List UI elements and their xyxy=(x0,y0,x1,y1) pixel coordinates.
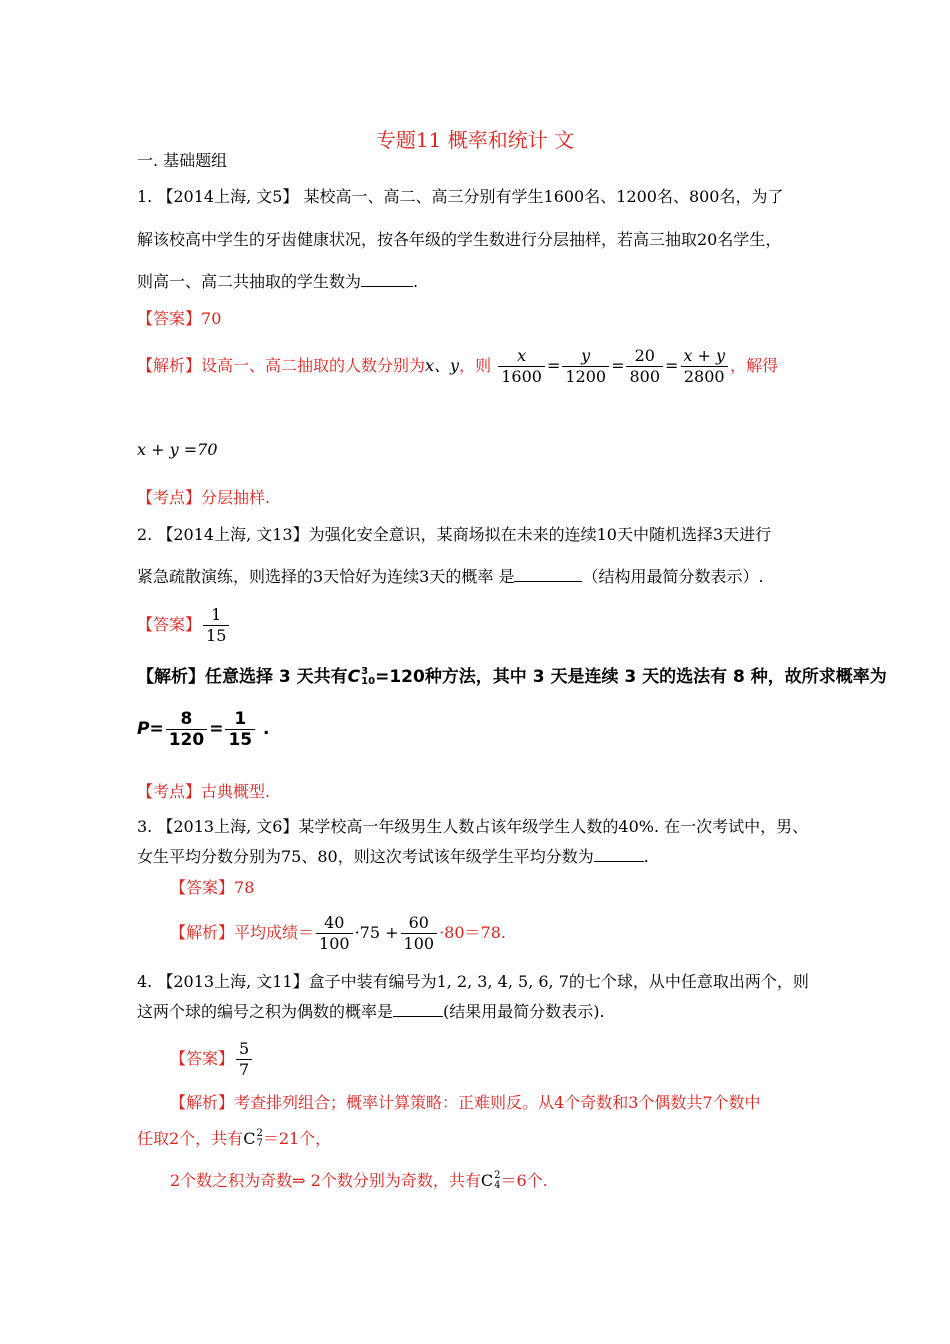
answer-blank xyxy=(361,272,413,287)
eq-text: =120 xyxy=(375,667,425,687)
point-label: 【考点】 xyxy=(137,782,202,801)
analysis-label: 【解析】 xyxy=(137,667,205,687)
analysis-text-2: 种方法，其中 3 天是连续 3 天的选法有 8 种，故所求概率为 xyxy=(424,667,887,687)
q4-analysis-line3 xyxy=(170,1170,548,1192)
q2-line2-end: （结构用最简分数表示）. xyxy=(582,567,764,586)
analysis-text-4: 2个数之积为奇数⇒ 2个数分别为奇数，共有 xyxy=(170,1171,481,1190)
analysis-label: 【解析】 xyxy=(170,1093,235,1112)
q4-analysis-line2 xyxy=(137,1128,331,1150)
q4-line1: 4. 【2013上海, 文11】盒子中装有编号为1, 2, 3, 4, 5, 6, 7的七个球，从中任意取出两个，则 xyxy=(137,972,809,991)
analysis-text: 任意选择 3 天共有 xyxy=(205,667,348,687)
q2-point xyxy=(137,781,270,803)
analysis-text-2: 任取2个，共有 xyxy=(137,1129,244,1148)
solve-text: ，解得 xyxy=(730,356,779,375)
point-label: 【考点】 xyxy=(137,488,202,507)
analysis-text-5: ＝6个. xyxy=(500,1171,548,1190)
answer-label: 【答案】 xyxy=(170,878,235,897)
fraction: $\frac{y}{1200}$ xyxy=(562,346,609,387)
q4-line2 xyxy=(137,1001,605,1023)
p-symbol: P xyxy=(137,719,150,739)
answer-value: 78 xyxy=(234,878,255,897)
q3-line1: 3. 【2013上海, 文6】某学校高一年级男生人数占该年级学生人数的40%. 在一次考试中，男、 xyxy=(137,817,809,836)
vars: x、y xyxy=(425,356,460,375)
q1-point xyxy=(137,487,270,509)
answer-label: 【答案】 xyxy=(137,309,202,328)
q2-probability: P= $\frac{8}{120}$ = $\frac{1}{15}$ . xyxy=(137,708,270,750)
answer-fraction: $\frac{1}{15}$ xyxy=(203,605,229,646)
page-title: 专题11 概率和统计 文 xyxy=(375,128,575,152)
q3-line2-end: . xyxy=(643,847,649,866)
fraction: $\frac{60}{100}$ xyxy=(401,913,438,954)
fraction: $\frac{20}{800}$ xyxy=(626,346,663,387)
q1-line3-text: 则高一、高二共抽取的学生数为 xyxy=(137,272,362,291)
answer-value: 70 xyxy=(201,309,222,328)
q2-line2 xyxy=(137,566,764,588)
q3-line2-text: 女生平均分数分别为75、80，则这次考试该年级学生平均分数为 xyxy=(137,847,594,866)
q3-line2 xyxy=(137,846,649,868)
q1-line3 xyxy=(137,271,418,293)
section-heading: 一. 基础题组 xyxy=(137,151,228,170)
q1-line2: 解该校高中学生的牙齿健康状况，按各年级的学生数进行分层抽样，若高三抽取20名学生， xyxy=(137,230,782,249)
point-text: 古典概型. xyxy=(201,782,271,801)
q3-analysis: 【解析】平均成绩＝ $\frac{40}{100}$ ·75 + $\frac{60}{100}$ ·80＝78. xyxy=(170,913,506,953)
analysis-text: 设高一、高二抽取的人数分别为 xyxy=(201,356,426,375)
q1-line3-end: . xyxy=(413,272,419,291)
combination: C 2 4 xyxy=(480,1170,501,1191)
q2-analysis xyxy=(137,666,887,688)
answer-blank xyxy=(393,1002,443,1017)
answer-label: 【答案】 xyxy=(137,615,202,634)
q4-line2-text: 这两个球的编号之积为偶数的概率是 xyxy=(137,1002,394,1021)
q1-answer xyxy=(137,308,221,330)
analysis-label: 【解析】 xyxy=(137,356,202,375)
fraction: $\frac{x + y}{2800}$ xyxy=(680,346,728,387)
q3-answer xyxy=(170,877,254,899)
q2-answer xyxy=(137,602,231,648)
answer-blank xyxy=(594,847,644,862)
q2-line1: 2. 【2014上海, 文13】为强化安全意识，某商场拟在未来的连续10天中随机选择3天进行 xyxy=(137,525,772,544)
q1-line1: 1. 【2014上海, 文5】 某校高一、高二、高三分别有学生1600名、1200名、800名，为了 xyxy=(137,187,784,206)
q1-result: x + y =70 xyxy=(137,440,218,459)
q4-analysis xyxy=(170,1092,761,1114)
analysis-label: 【解析】 xyxy=(170,923,235,942)
point-text: 分层抽样. xyxy=(201,488,271,507)
then-text: ，则 xyxy=(459,356,492,375)
q1-analysis: 【解析】设高一、高二抽取的人数分别为x、y，则 $\frac{x}{1600}$ = $\frac{y}{1200}$ = $\frac{20}{800}$ = $\frac{x + y}{2800}$ ，解得 xyxy=(137,346,779,386)
q4-line2-end: (结果用最简分数表示). xyxy=(443,1002,605,1021)
analysis-text-3: ＝21个， xyxy=(262,1129,332,1148)
answer-label: 【答案】 xyxy=(170,1049,235,1068)
analysis-result: ·80＝78. xyxy=(439,923,506,942)
combination: C 3 10 xyxy=(347,666,376,687)
combination: C 2 7 xyxy=(243,1128,263,1149)
answer-fraction: $\frac{5}{7}$ xyxy=(236,1039,252,1080)
fraction: $\frac{1}{15}$ xyxy=(225,709,255,750)
fraction: $\frac{40}{100}$ xyxy=(316,913,353,954)
analysis-text: 平均成绩＝ xyxy=(234,923,315,942)
fraction: $\frac{8}{120}$ xyxy=(166,709,208,750)
answer-blank xyxy=(514,567,582,582)
fraction: $\frac{x}{1600}$ xyxy=(498,346,545,387)
analysis-text: 考查排列组合；概率计算策略：正难则反。从4个奇数和3个偶数共7个数中 xyxy=(234,1093,761,1112)
q2-line2-text: 紧急疏散演练，则选择的3天恰好为连续3天的概率 是 xyxy=(137,567,515,586)
q4-answer xyxy=(170,1036,254,1082)
